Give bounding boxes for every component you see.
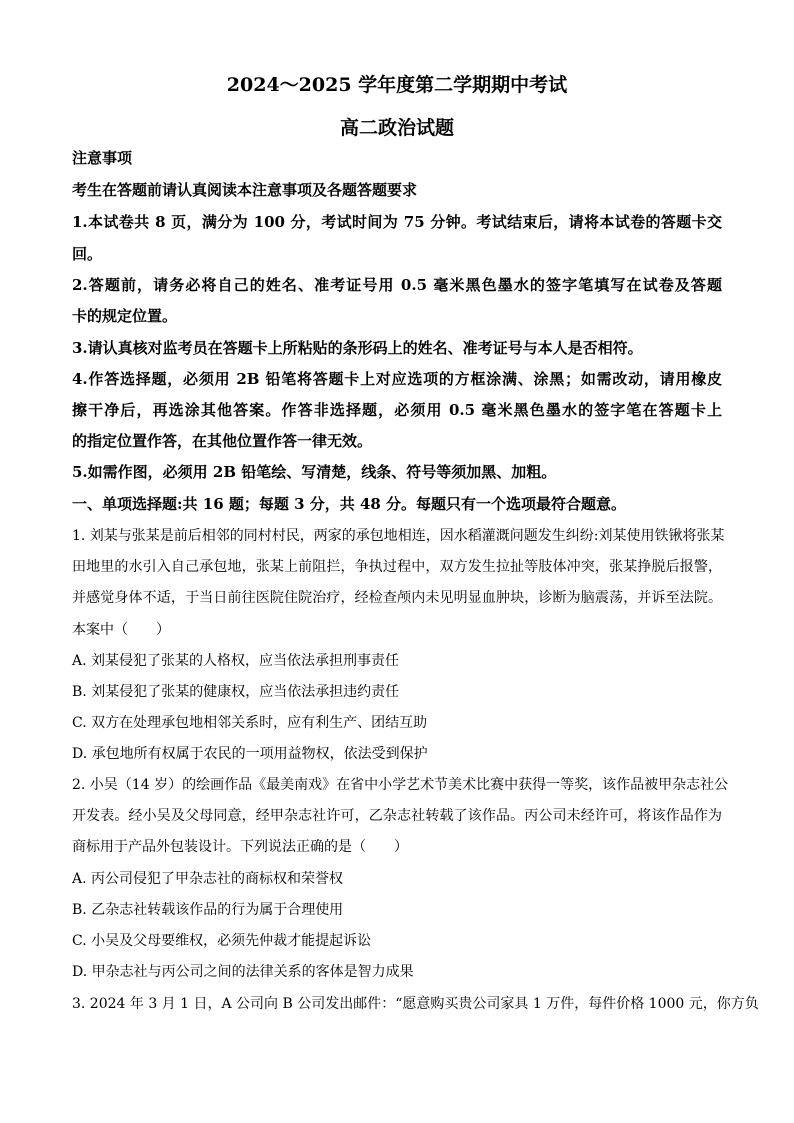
question-3-stem-line: 3. 2024 年 3 月 1 日，A 公司向 B 公司发出邮件：“愿意购买贵公司家具 1 万件，每件价格 1000 元，你方负: [72, 996, 759, 1012]
notice-line: 卡的规定位置。: [72, 307, 178, 325]
notice-line: 擦干净后，再选涂其他答案。作答非选择题，必须用 0.5 毫米黑色墨水的签字笔在答题卡上: [72, 401, 722, 419]
exam-title: 2024～2025 学年度第二学期期中考试: [226, 74, 568, 96]
question-1-option-c: C. 双方在处理承包地相邻关系时，应有利生产、团结互助: [72, 715, 428, 731]
question-1-option-d: D. 承包地所有权属于农民的一项用益物权，依法受到保护: [72, 746, 428, 762]
question-2-option-c: C. 小吴及父母要维权，必须先仲裁才能提起诉讼: [72, 933, 372, 949]
question-1-stem-line: 1. 刘某与张某是前后相邻的同村村民，两家的承包地相连，因水稻灌溉问题发生纠纷:刘某使用铁锹将张某: [72, 528, 725, 544]
question-2-stem-line: 商标用于产品外包装设计。下列说法正确的是（ ）: [72, 839, 408, 855]
notice-line: 3.请认真核对监考员在答题卡上所粘贴的条形码上的姓名、准考证号与本人是否相符。: [72, 339, 643, 357]
section-heading: 一、单项选择题:共 16 题；每题 3 分，共 48 分。每题只有一个选项最符合题意。: [72, 495, 627, 513]
question-2-stem-line: 开发表。经小吴及父母同意，经甲杂志社许可，乙杂志社转载了该作品。丙公司未经许可，将该作品作为: [72, 808, 722, 824]
question-2-option-d: D. 甲杂志社与丙公司之间的法律关系的客体是智力成果: [72, 964, 414, 980]
question-1-stem-line: 田地里的水引入自己承包地，张某上前阻拦，争执过程中，双方发生拉扯等肢体冲突，张某挣脱后报警，: [72, 559, 722, 575]
notice-line: 2.答题前，请务必将自己的姓名、准考证号用 0.5 毫米黑色墨水的签字笔填写在试卷及答题: [72, 276, 722, 294]
question-2-option-a: A. 丙公司侵犯了甲杂志社的商标权和荣誉权: [72, 871, 344, 887]
question-1-stem-line: 并感觉身体不适，于当日前往医院住院治疗，经检查颅内未见明显血肿块，诊断为脑震荡，并诉至法院。: [72, 590, 722, 606]
notice-line: 4.作答选择题，必须用 2B 铅笔将答题卡上对应选项的方框涂满、涂黑；如需改动，请用橡皮: [72, 370, 722, 388]
notice-line: 回。: [72, 245, 103, 263]
notice-heading: 注意事项: [72, 149, 133, 167]
notice-intro: 考生在答题前请认真阅读本注意事项及各题答题要求: [72, 181, 418, 199]
notice-line: 1.本试卷共 8 页，满分为 100 分，考试时间为 75 分钟。考试结束后，请将本试卷的答题卡交: [72, 213, 722, 231]
notice-line: 5.如需作图，必须用 2B 铅笔绘、写清楚，线条、符号等须加黑、加粗。: [72, 463, 557, 481]
question-1-option-a: A. 刘某侵犯了张某的人格权，应当依法承担刑事责任: [72, 653, 400, 669]
question-2-option-b: B. 乙杂志社转载该作品的行为属于合理使用: [72, 902, 344, 918]
notice-line: 的指定位置作答，在其他位置作答一律无效。: [72, 432, 373, 450]
question-1-option-b: B. 刘某侵犯了张某的健康权，应当依法承担违约责任: [72, 684, 400, 700]
question-2-stem-line: 2. 小吴（14 岁）的绘画作品《最美南戏》在省中小学艺术节美术比赛中获得一等奖，该作品被甲杂志社公: [72, 777, 729, 793]
exam-subtitle: 高二政治试题: [339, 117, 454, 139]
question-1-stem-line: 本案中（ ）: [72, 622, 170, 638]
